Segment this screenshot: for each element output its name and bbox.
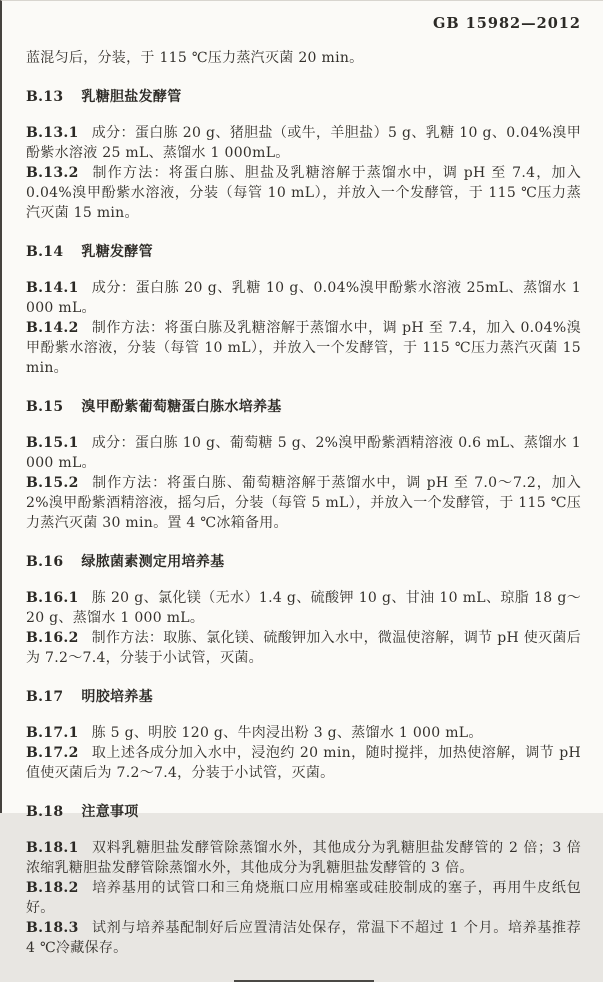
section-title: 绿脓菌素测定用培养基 xyxy=(81,554,225,570)
clause-number: B.14.1 xyxy=(26,280,79,296)
clause-text: 双料乳糖胆盐发酵管除蒸馏水外，其他成分为乳糖胆盐发酵管的 2 倍；3 倍浓缩乳糖胆盐发酵管除蒸馏水外，其他成分为乳糖胆盐发酵管的 3 倍。 xyxy=(26,840,581,876)
clause-text: 取上述各成分加入水中，浸泡约 20 min，随时搅拌，加热使溶解，调节 pH 值使灭菌后为 7.2～7.4，分装于小试管，灭菌。 xyxy=(26,745,581,781)
clause-text: 制作方法：将蛋白胨及乳糖溶解于蒸馏水中，调 pH 至 7.4，加入 0.04%溴甲酚紫水溶液，分装（每管 10 mL），并放入一个发酵管，于 115 ℃压力蒸汽灭菌 15 min。 xyxy=(26,320,581,376)
section-heading-b13 xyxy=(26,87,581,107)
clause-text: 制作方法：将蛋白胨、葡萄糖溶解于蒸馏水中，调 pH 至 7.0～7.2，加入 2%溴甲酚紫酒精溶液，摇匀后，分装（每管 5 mL），并放入一个发酵管，于 115 ℃压力蒸汽灭菌 30 min。置 4 ℃冰箱备用。 xyxy=(26,475,581,531)
clause-text: 成分：蛋白胨 10 g、葡萄糖 5 g、2%溴甲酚紫酒精溶液 0.6 mL、蒸馏水 1 000 mL。 xyxy=(26,435,581,471)
clause-number: B.13.1 xyxy=(26,125,79,141)
clause-b13-1 xyxy=(26,123,581,163)
section-title: 溴甲酚紫葡萄糖蛋白胨水培养基 xyxy=(81,399,282,415)
section-title: 注意事项 xyxy=(81,804,139,820)
clause-number: B.14.2 xyxy=(26,320,79,336)
clause-text: 成分：蛋白胨 20 g、乳糖 10 g、0.04%溴甲酚紫水溶液 25mL、蒸馏水 1 000 mL。 xyxy=(26,280,581,316)
intro-paragraph: 蓝混匀后，分装，于 115 ℃压力蒸汽灭菌 20 min。 xyxy=(26,50,364,66)
section-number: B.17 xyxy=(26,689,64,705)
section-heading-b17 xyxy=(26,687,581,707)
section-number: B.13 xyxy=(26,89,64,105)
clause-number: B.18.3 xyxy=(26,920,79,936)
section-number: B.15 xyxy=(26,399,64,415)
clause-b18-1 xyxy=(26,838,581,878)
clause-b15-1 xyxy=(26,433,581,473)
section-number: B.14 xyxy=(26,244,64,260)
section-heading-b14 xyxy=(26,242,581,262)
clause-number: B.17.2 xyxy=(26,745,79,761)
standard-code-header: GB 15982—2012 xyxy=(433,15,581,32)
clause-b13-2 xyxy=(26,163,581,223)
clause-b15-2 xyxy=(26,473,581,533)
clause-text: 成分：蛋白胨 20 g、猪胆盐（或牛，羊胆盐）5 g、乳糖 10 g、0.04%溴甲酚紫水溶液 25 mL、蒸馏水 1 000mL。 xyxy=(26,125,581,161)
clause-number: B.18.1 xyxy=(26,840,79,856)
section-number: B.18 xyxy=(26,804,64,820)
clause-text: 制作方法：将蛋白胨、胆盐及乳糖溶解于蒸馏水中，调 pH 至 7.4，加入 0.04%溴甲酚紫水溶液，分装（每管 10 mL），并放入一个发酵管，于 115 ℃压力蒸汽灭菌 15 min。 xyxy=(26,165,581,221)
clause-b16-2 xyxy=(26,628,581,668)
clause-number: B.18.2 xyxy=(26,880,79,896)
clause-b16-1 xyxy=(26,588,581,628)
section-heading-b16 xyxy=(26,552,581,572)
clause-number: B.16.1 xyxy=(26,590,79,606)
clause-number: B.17.1 xyxy=(26,725,79,741)
clause-b17-1 xyxy=(26,723,581,743)
clause-b17-2 xyxy=(26,743,581,783)
clause-text: 胨 20 g、氯化镁（无水）1.4 g、硫酸钾 10 g、甘油 10 mL、琼脂 18 g～20 g、蒸馏水 1 000 mL。 xyxy=(26,590,581,626)
section-title: 乳糖胆盐发酵管 xyxy=(81,89,182,105)
clause-b18-3 xyxy=(26,918,581,958)
clause-b14-2 xyxy=(26,318,581,378)
clause-number: B.15.2 xyxy=(26,475,79,491)
clause-text: 制作方法：取胨、氯化镁、硫酸钾加入水中，微温使溶解，调节 pH 使灭菌后为 7.2～7.4，分装于小试管，灭菌。 xyxy=(26,630,581,666)
section-heading-b18 xyxy=(26,802,581,822)
clause-b14-1 xyxy=(26,278,581,318)
section-title: 乳糖发酵管 xyxy=(81,244,153,260)
clause-text: 胨 5 g、明胶 120 g、牛肉浸出粉 3 g、蒸馏水 1 000 mL。 xyxy=(91,725,483,741)
clause-number: B.13.2 xyxy=(26,165,79,181)
clause-b18-2 xyxy=(26,878,581,918)
page-content xyxy=(2,1,603,982)
clause-number: B.15.1 xyxy=(26,435,79,451)
clause-number: B.16.2 xyxy=(26,630,79,646)
clause-text: 培养基用的试管口和三角烧瓶口应用棉塞或硅胶制成的塞子，再用牛皮纸包好。 xyxy=(26,880,581,916)
clause-text: 试剂与培养基配制好后应置清洁处保存，常温下不超过 1 个月。培养基推荐 4 ℃冷藏保存。 xyxy=(26,920,581,956)
section-title: 明胶培养基 xyxy=(81,689,153,705)
section-heading-b15 xyxy=(26,397,581,417)
section-number: B.16 xyxy=(26,554,64,570)
